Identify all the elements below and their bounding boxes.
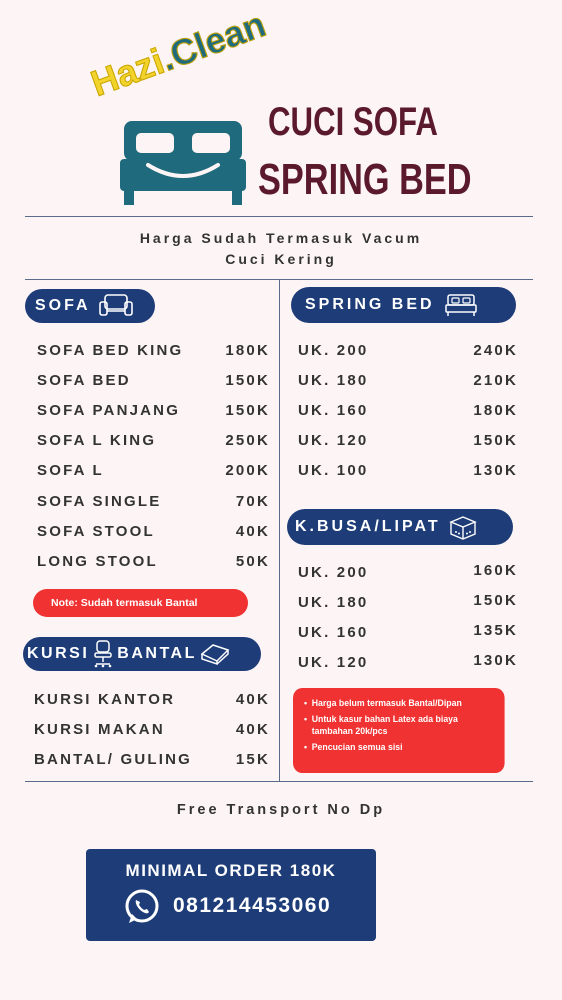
brand-title-line2: SPRING BED (258, 155, 472, 204)
spring-bed-header-label: SPRING BED (305, 296, 435, 313)
whatsapp-icon (122, 887, 162, 927)
kursi-header-label: KURSI (27, 645, 90, 662)
kursi-bantal-header (23, 637, 261, 671)
spring-bed-header (291, 287, 516, 323)
brand-logo (85, 3, 271, 210)
transport-text: Free Transport No Dp (176, 802, 386, 818)
note-item: • Harga belum termasuk Bantal/Dipan (304, 698, 462, 709)
phone-number[interactable]: 081214453060 (173, 894, 332, 917)
divider-vertical (279, 279, 280, 781)
sofa-note-badge (33, 589, 248, 617)
office-chair-icon (91, 640, 115, 668)
brand-title-line1: CUCI SOFA (268, 100, 438, 144)
divider-bottom (25, 781, 533, 782)
sofa-icon (99, 293, 133, 319)
sofa-header (25, 289, 155, 323)
pillow-icon (199, 642, 231, 666)
bed-icon (445, 293, 477, 317)
minimal-order-box (86, 849, 376, 941)
subtitle-line1: Harga Sudah Termasuk Vacum (139, 230, 423, 246)
sofa-header-label: SOFA (35, 297, 91, 314)
subtitle-line2: Cuci Kering (225, 251, 337, 267)
divider-top (25, 216, 533, 217)
minimal-order-text: MINIMAL ORDER 180K (125, 861, 337, 880)
mattress-icon (447, 514, 479, 540)
kbusa-header-label: K.BUSA/LIPAT (295, 518, 441, 535)
sofa-note-text: Note: Sudah termasuk Bantal (51, 597, 198, 609)
kbusa-header (287, 509, 513, 545)
logo-text: Hazi.Clean (85, 3, 271, 105)
bed-icon (118, 115, 248, 207)
spring-bed-notes (293, 688, 505, 773)
note-item: • Pencucian semua sisi (304, 742, 403, 753)
note-item: • Untuk kasur bahan Latex ada biaya tambahan 20k/pcs (304, 714, 458, 737)
bantal-header-label: BANTAL (117, 645, 197, 662)
